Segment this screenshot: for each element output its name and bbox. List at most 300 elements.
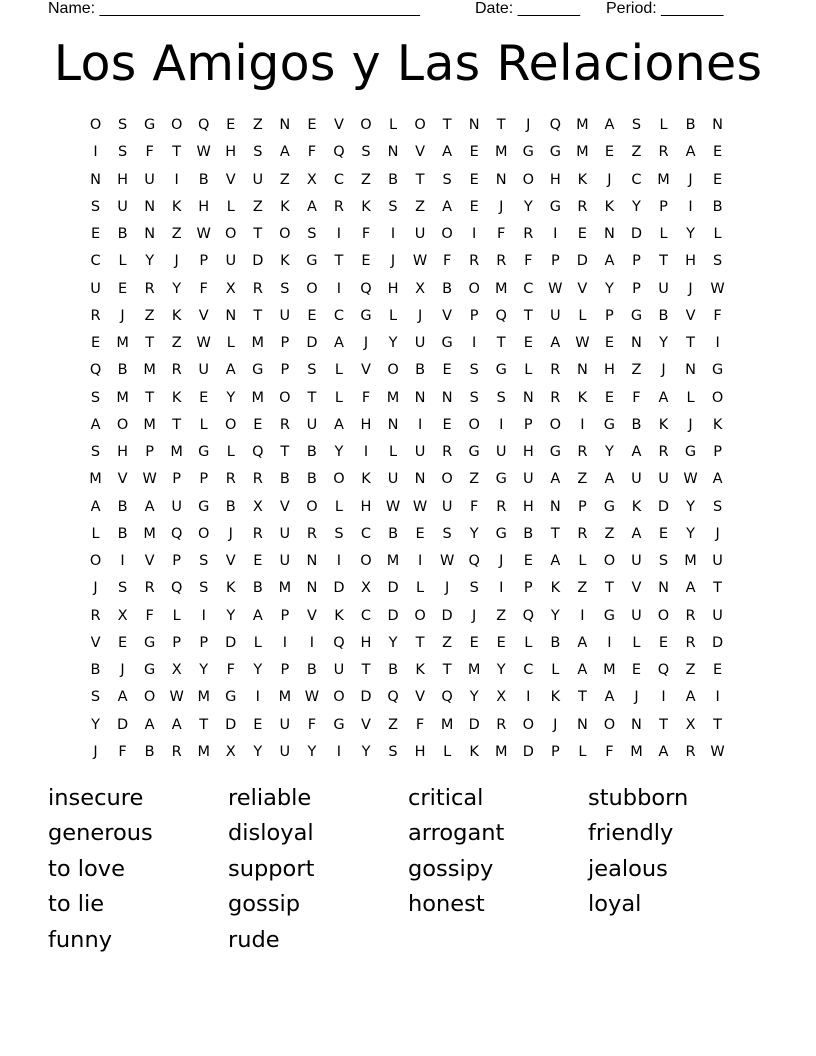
- grid-letter[interactable]: A: [117, 689, 128, 706]
- grid-letter[interactable]: U: [414, 226, 426, 243]
- grid-letter[interactable]: C: [333, 171, 344, 188]
- grid-letter[interactable]: O: [360, 117, 372, 134]
- grid-letter[interactable]: H: [603, 362, 615, 379]
- grid-letter[interactable]: W: [196, 144, 211, 161]
- grid-letter[interactable]: K: [577, 389, 588, 406]
- grid-letter[interactable]: E: [361, 253, 371, 270]
- grid-letter[interactable]: Y: [469, 525, 479, 542]
- grid-letter[interactable]: O: [116, 416, 129, 433]
- grid-letter[interactable]: G: [495, 362, 507, 379]
- grid-letter[interactable]: I: [336, 226, 342, 243]
- grid-letter[interactable]: P: [145, 444, 154, 461]
- grid-letter[interactable]: M: [576, 144, 589, 161]
- grid-letter[interactable]: K: [631, 498, 642, 515]
- grid-letter[interactable]: T: [415, 634, 425, 651]
- grid-letter[interactable]: D: [712, 634, 724, 651]
- grid-letter[interactable]: M: [603, 662, 616, 679]
- grid-letter[interactable]: P: [605, 307, 614, 324]
- grid-letter[interactable]: I: [363, 444, 369, 461]
- grid-letter[interactable]: Y: [388, 634, 398, 651]
- grid-letter[interactable]: M: [197, 743, 210, 760]
- grid-letter[interactable]: V: [117, 471, 128, 488]
- grid-letter[interactable]: A: [252, 607, 263, 624]
- name-field[interactable]: Name: ____________________________________: [48, 0, 420, 17]
- grid-letter[interactable]: P: [280, 662, 290, 679]
- grid-letter[interactable]: W: [575, 335, 590, 352]
- grid-letter[interactable]: K: [280, 198, 290, 215]
- grid-letter[interactable]: J: [93, 743, 98, 760]
- grid-letter[interactable]: Z: [361, 171, 371, 188]
- grid-letter[interactable]: U: [550, 307, 561, 324]
- grid-letter[interactable]: S: [90, 198, 101, 215]
- grid-letter[interactable]: I: [580, 607, 585, 624]
- grid-letter[interactable]: J: [228, 525, 233, 542]
- grid-letter[interactable]: W: [439, 553, 455, 570]
- grid-letter[interactable]: N: [603, 226, 615, 243]
- grid-letter[interactable]: B: [550, 634, 561, 651]
- grid-letter[interactable]: O: [468, 416, 480, 433]
- grid-letter[interactable]: V: [415, 689, 426, 706]
- grid-letter[interactable]: Z: [388, 716, 398, 733]
- grid-letter[interactable]: U: [414, 444, 426, 461]
- grid-letter[interactable]: E: [523, 335, 533, 352]
- grid-letter[interactable]: U: [279, 553, 291, 570]
- grid-letter[interactable]: U: [658, 280, 669, 297]
- grid-letter[interactable]: Y: [686, 498, 695, 515]
- grid-letter[interactable]: O: [657, 607, 670, 624]
- grid-letter[interactable]: I: [282, 634, 287, 651]
- grid-letter[interactable]: D: [225, 634, 237, 651]
- grid-letter[interactable]: E: [604, 335, 614, 352]
- grid-letter[interactable]: E: [226, 117, 236, 134]
- grid-letter[interactable]: O: [306, 280, 318, 297]
- grid-letter[interactable]: L: [416, 580, 425, 597]
- grid-letter[interactable]: Z: [685, 662, 696, 679]
- grid-letter[interactable]: J: [417, 307, 423, 324]
- grid-letter[interactable]: E: [713, 171, 723, 188]
- grid-letter[interactable]: P: [199, 471, 209, 488]
- grid-letter[interactable]: F: [145, 144, 154, 161]
- grid-letter[interactable]: X: [171, 662, 182, 679]
- grid-letter[interactable]: E: [604, 144, 614, 161]
- grid-letter[interactable]: E: [442, 416, 452, 433]
- grid-letter[interactable]: F: [145, 607, 154, 624]
- grid-letter[interactable]: L: [578, 553, 587, 570]
- grid-letter[interactable]: V: [442, 307, 453, 324]
- grid-letter[interactable]: T: [172, 416, 182, 433]
- grid-letter[interactable]: W: [412, 253, 428, 270]
- grid-letter[interactable]: L: [388, 117, 398, 134]
- grid-letter[interactable]: J: [120, 307, 125, 324]
- grid-letter[interactable]: R: [685, 634, 696, 651]
- grid-letter[interactable]: N: [144, 198, 156, 215]
- grid-letter[interactable]: O: [198, 525, 210, 542]
- grid-letter[interactable]: W: [683, 471, 698, 488]
- grid-letter[interactable]: G: [333, 716, 345, 733]
- grid-letter[interactable]: A: [550, 335, 561, 352]
- grid-letter[interactable]: B: [117, 362, 128, 379]
- grid-letter[interactable]: M: [494, 743, 508, 760]
- grid-letter[interactable]: X: [117, 607, 128, 624]
- grid-letter[interactable]: P: [550, 743, 560, 760]
- grid-letter[interactable]: H: [360, 634, 372, 651]
- grid-letter[interactable]: D: [360, 689, 372, 706]
- grid-letter[interactable]: Y: [659, 335, 668, 352]
- grid-letter[interactable]: S: [117, 117, 128, 134]
- grid-letter[interactable]: A: [604, 471, 615, 488]
- grid-letter[interactable]: Q: [170, 580, 183, 597]
- grid-letter[interactable]: G: [603, 416, 616, 433]
- grid-letter[interactable]: U: [90, 280, 101, 297]
- grid-letter[interactable]: Q: [387, 689, 399, 706]
- grid-letter[interactable]: A: [658, 743, 669, 760]
- grid-letter[interactable]: E: [577, 226, 587, 243]
- grid-letter[interactable]: L: [713, 226, 722, 243]
- grid-letter[interactable]: G: [549, 444, 561, 461]
- grid-letter[interactable]: K: [550, 689, 561, 706]
- grid-letter[interactable]: Y: [361, 743, 371, 760]
- grid-letter[interactable]: E: [253, 716, 263, 733]
- grid-letter[interactable]: A: [144, 498, 155, 515]
- grid-letter[interactable]: I: [336, 280, 342, 297]
- grid-letter[interactable]: B: [90, 662, 101, 679]
- grid-letter[interactable]: A: [306, 198, 317, 215]
- grid-letter[interactable]: K: [577, 171, 588, 188]
- grid-letter[interactable]: H: [117, 444, 129, 461]
- grid-letter[interactable]: W: [196, 226, 211, 243]
- grid-letter[interactable]: B: [685, 117, 696, 134]
- grid-letter[interactable]: E: [469, 634, 479, 651]
- grid-letter[interactable]: L: [524, 634, 533, 651]
- grid-letter[interactable]: W: [169, 689, 184, 706]
- grid-letter[interactable]: R: [496, 498, 507, 515]
- grid-letter[interactable]: Y: [686, 226, 695, 243]
- grid-letter[interactable]: D: [630, 226, 643, 243]
- grid-letter[interactable]: I: [174, 171, 179, 188]
- grid-letter[interactable]: Y: [469, 689, 479, 706]
- grid-letter[interactable]: Q: [333, 144, 345, 161]
- grid-letter[interactable]: Y: [91, 716, 100, 733]
- grid-letter[interactable]: B: [279, 471, 290, 488]
- grid-letter[interactable]: P: [280, 335, 290, 352]
- grid-letter[interactable]: E: [199, 389, 209, 406]
- grid-letter[interactable]: F: [713, 307, 722, 324]
- grid-letter[interactable]: L: [632, 634, 641, 651]
- grid-letter[interactable]: X: [496, 689, 507, 706]
- grid-letter[interactable]: B: [252, 580, 263, 597]
- grid-letter[interactable]: L: [118, 253, 127, 270]
- grid-letter[interactable]: M: [630, 743, 643, 760]
- grid-letter[interactable]: P: [280, 607, 290, 624]
- grid-letter[interactable]: E: [469, 171, 479, 188]
- grid-letter[interactable]: S: [117, 144, 128, 161]
- grid-letter[interactable]: X: [252, 498, 263, 515]
- grid-letter[interactable]: D: [468, 716, 480, 733]
- grid-letter[interactable]: G: [143, 117, 156, 134]
- grid-letter[interactable]: I: [336, 553, 342, 570]
- grid-letter[interactable]: I: [336, 743, 342, 760]
- grid-letter[interactable]: K: [658, 416, 669, 433]
- grid-letter[interactable]: R: [252, 525, 263, 542]
- grid-letter[interactable]: B: [198, 171, 209, 188]
- grid-letter[interactable]: N: [306, 553, 318, 570]
- grid-letter[interactable]: C: [523, 662, 534, 679]
- grid-letter[interactable]: A: [550, 553, 561, 570]
- grid-letter[interactable]: A: [225, 362, 236, 379]
- grid-letter[interactable]: G: [549, 198, 561, 215]
- grid-letter[interactable]: J: [499, 198, 504, 215]
- grid-letter[interactable]: R: [144, 580, 155, 597]
- grid-letter[interactable]: I: [715, 689, 720, 706]
- grid-letter[interactable]: M: [143, 362, 156, 379]
- grid-letter[interactable]: K: [171, 307, 182, 324]
- grid-letter[interactable]: G: [495, 525, 507, 542]
- grid-letter[interactable]: C: [360, 607, 372, 624]
- grid-letter[interactable]: J: [120, 662, 125, 679]
- grid-letter[interactable]: Z: [631, 144, 642, 161]
- grid-letter[interactable]: A: [90, 416, 101, 433]
- grid-letter[interactable]: A: [712, 471, 723, 488]
- grid-letter[interactable]: L: [334, 362, 343, 379]
- grid-letter[interactable]: M: [684, 553, 697, 570]
- grid-letter[interactable]: W: [412, 498, 428, 515]
- grid-letter[interactable]: G: [549, 144, 561, 161]
- grid-letter[interactable]: P: [523, 580, 533, 597]
- grid-letter[interactable]: B: [523, 525, 534, 542]
- grid-letter[interactable]: H: [117, 171, 129, 188]
- grid-letter[interactable]: A: [685, 144, 696, 161]
- grid-letter[interactable]: Z: [577, 471, 588, 488]
- grid-letter[interactable]: U: [712, 607, 723, 624]
- grid-letter[interactable]: R: [523, 226, 534, 243]
- grid-letter[interactable]: X: [225, 280, 236, 297]
- grid-letter[interactable]: X: [685, 716, 696, 733]
- grid-letter[interactable]: C: [360, 525, 372, 542]
- grid-letter[interactable]: O: [522, 171, 534, 188]
- grid-letter[interactable]: H: [685, 253, 696, 270]
- grid-letter[interactable]: Z: [631, 362, 642, 379]
- grid-letter[interactable]: E: [713, 662, 723, 679]
- grid-letter[interactable]: O: [170, 117, 183, 134]
- grid-letter[interactable]: N: [658, 580, 669, 597]
- grid-letter[interactable]: U: [279, 307, 291, 324]
- grid-letter[interactable]: D: [333, 580, 345, 597]
- grid-letter[interactable]: T: [577, 689, 587, 706]
- grid-letter[interactable]: V: [225, 553, 236, 570]
- grid-letter[interactable]: J: [444, 580, 450, 597]
- grid-letter[interactable]: B: [388, 525, 399, 542]
- grid-letter[interactable]: F: [361, 226, 371, 243]
- grid-letter[interactable]: P: [469, 307, 479, 324]
- grid-letter[interactable]: S: [469, 580, 479, 597]
- grid-letter[interactable]: X: [306, 171, 317, 188]
- grid-letter[interactable]: L: [334, 389, 343, 406]
- grid-letter[interactable]: E: [253, 416, 263, 433]
- grid-letter[interactable]: H: [225, 144, 237, 161]
- grid-letter[interactable]: S: [90, 444, 101, 461]
- grid-letter[interactable]: M: [386, 553, 400, 570]
- grid-letter[interactable]: Y: [604, 280, 614, 297]
- grid-letter[interactable]: N: [495, 171, 507, 188]
- grid-letter[interactable]: E: [523, 553, 533, 570]
- grid-letter[interactable]: D: [225, 716, 237, 733]
- grid-letter[interactable]: H: [360, 416, 372, 433]
- grid-letter[interactable]: J: [688, 280, 693, 297]
- grid-letter[interactable]: F: [442, 253, 452, 270]
- grid-letter[interactable]: F: [118, 743, 127, 760]
- grid-letter[interactable]: F: [307, 144, 317, 161]
- grid-letter[interactable]: C: [90, 253, 101, 270]
- grid-letter[interactable]: M: [494, 280, 508, 297]
- grid-letter[interactable]: M: [116, 335, 129, 352]
- grid-letter[interactable]: D: [576, 253, 588, 270]
- grid-letter[interactable]: P: [199, 253, 209, 270]
- grid-letter[interactable]: S: [469, 389, 479, 406]
- grid-letter[interactable]: A: [577, 634, 588, 651]
- grid-letter[interactable]: T: [659, 253, 668, 270]
- grid-letter[interactable]: F: [497, 226, 506, 243]
- grid-letter[interactable]: O: [225, 226, 237, 243]
- grid-letter[interactable]: R: [90, 607, 101, 624]
- grid-letter[interactable]: V: [631, 580, 642, 597]
- grid-letter[interactable]: W: [196, 335, 211, 352]
- grid-letter[interactable]: G: [468, 444, 480, 461]
- grid-letter[interactable]: A: [550, 471, 561, 488]
- grid-letter[interactable]: M: [251, 335, 265, 352]
- grid-letter[interactable]: D: [441, 607, 453, 624]
- grid-letter[interactable]: B: [415, 362, 426, 379]
- grid-letter[interactable]: G: [198, 444, 210, 461]
- grid-letter[interactable]: Q: [198, 117, 210, 134]
- grid-letter[interactable]: O: [414, 117, 426, 134]
- grid-letter[interactable]: T: [280, 444, 290, 461]
- grid-letter[interactable]: B: [631, 416, 642, 433]
- grid-letter[interactable]: M: [576, 117, 589, 134]
- grid-letter[interactable]: S: [496, 389, 506, 406]
- grid-letter[interactable]: A: [658, 389, 669, 406]
- grid-letter[interactable]: I: [553, 226, 558, 243]
- grid-letter[interactable]: Z: [279, 171, 290, 188]
- grid-letter[interactable]: A: [685, 580, 696, 597]
- grid-letter[interactable]: Y: [632, 198, 641, 215]
- grid-letter[interactable]: U: [658, 471, 669, 488]
- grid-letter[interactable]: Q: [657, 662, 670, 679]
- grid-letter[interactable]: P: [172, 553, 182, 570]
- grid-letter[interactable]: H: [522, 498, 534, 515]
- grid-letter[interactable]: E: [442, 362, 452, 379]
- grid-letter[interactable]: L: [686, 389, 695, 406]
- grid-letter[interactable]: E: [658, 634, 669, 651]
- grid-letter[interactable]: G: [143, 634, 156, 651]
- grid-letter[interactable]: G: [684, 444, 697, 461]
- grid-letter[interactable]: O: [333, 471, 345, 488]
- grid-letter[interactable]: A: [577, 662, 588, 679]
- grid-letter[interactable]: K: [334, 607, 344, 624]
- grid-letter[interactable]: T: [713, 580, 723, 597]
- grid-letter[interactable]: E: [415, 525, 425, 542]
- grid-letter[interactable]: S: [442, 171, 452, 188]
- grid-letter[interactable]: Z: [252, 198, 263, 215]
- grid-letter[interactable]: J: [363, 335, 369, 352]
- grid-letter[interactable]: W: [548, 280, 563, 297]
- grid-letter[interactable]: N: [144, 226, 156, 243]
- grid-letter[interactable]: L: [226, 335, 235, 352]
- grid-letter[interactable]: S: [361, 144, 371, 161]
- grid-letter[interactable]: N: [685, 362, 696, 379]
- grid-letter[interactable]: B: [388, 171, 399, 188]
- grid-letter[interactable]: Y: [253, 662, 263, 679]
- grid-letter[interactable]: L: [524, 362, 533, 379]
- grid-letter[interactable]: L: [388, 444, 398, 461]
- grid-letter[interactable]: P: [550, 253, 560, 270]
- grid-letter[interactable]: A: [442, 198, 453, 215]
- grid-letter[interactable]: H: [414, 743, 426, 760]
- grid-letter[interactable]: V: [225, 171, 236, 188]
- grid-letter[interactable]: M: [251, 389, 265, 406]
- grid-letter[interactable]: C: [333, 307, 344, 324]
- grid-letter[interactable]: Q: [89, 362, 102, 379]
- grid-letter[interactable]: G: [441, 335, 453, 352]
- grid-letter[interactable]: T: [442, 662, 452, 679]
- grid-letter[interactable]: X: [361, 580, 371, 597]
- grid-letter[interactable]: G: [143, 662, 156, 679]
- grid-letter[interactable]: R: [469, 253, 480, 270]
- grid-letter[interactable]: B: [658, 307, 669, 324]
- grid-letter[interactable]: X: [415, 280, 426, 297]
- grid-letter[interactable]: S: [388, 743, 398, 760]
- grid-letter[interactable]: U: [144, 171, 155, 188]
- grid-letter[interactable]: R: [577, 198, 588, 215]
- grid-letter[interactable]: S: [712, 253, 723, 270]
- grid-letter[interactable]: S: [117, 580, 128, 597]
- grid-letter[interactable]: U: [225, 253, 237, 270]
- grid-letter[interactable]: H: [360, 498, 372, 515]
- grid-letter[interactable]: N: [441, 389, 453, 406]
- grid-letter[interactable]: U: [414, 335, 426, 352]
- grid-letter[interactable]: K: [171, 389, 182, 406]
- grid-letter[interactable]: W: [385, 498, 401, 515]
- grid-letter[interactable]: O: [89, 553, 102, 570]
- grid-letter[interactable]: O: [89, 117, 102, 134]
- grid-letter[interactable]: G: [306, 253, 318, 270]
- grid-letter[interactable]: R: [333, 198, 344, 215]
- grid-letter[interactable]: E: [117, 280, 128, 297]
- grid-letter[interactable]: S: [307, 362, 317, 379]
- grid-letter[interactable]: C: [523, 280, 534, 297]
- grid-letter[interactable]: E: [713, 144, 723, 161]
- grid-letter[interactable]: O: [549, 416, 562, 433]
- grid-letter[interactable]: L: [172, 607, 181, 624]
- grid-letter[interactable]: A: [685, 689, 696, 706]
- grid-letter[interactable]: P: [659, 198, 668, 215]
- grid-letter[interactable]: J: [634, 689, 639, 706]
- grid-letter[interactable]: W: [710, 280, 725, 297]
- grid-letter[interactable]: G: [360, 307, 372, 324]
- grid-letter[interactable]: A: [279, 144, 290, 161]
- grid-letter[interactable]: K: [280, 253, 290, 270]
- grid-letter[interactable]: T: [523, 307, 533, 324]
- grid-letter[interactable]: T: [496, 117, 506, 134]
- grid-letter[interactable]: B: [306, 444, 317, 461]
- grid-letter[interactable]: W: [304, 689, 320, 706]
- grid-letter[interactable]: K: [226, 580, 236, 597]
- grid-letter[interactable]: Z: [577, 580, 588, 597]
- grid-letter[interactable]: Y: [686, 525, 695, 542]
- grid-letter[interactable]: L: [226, 444, 235, 461]
- grid-letter[interactable]: E: [604, 389, 614, 406]
- grid-letter[interactable]: P: [172, 471, 182, 488]
- grid-letter[interactable]: N: [387, 144, 399, 161]
